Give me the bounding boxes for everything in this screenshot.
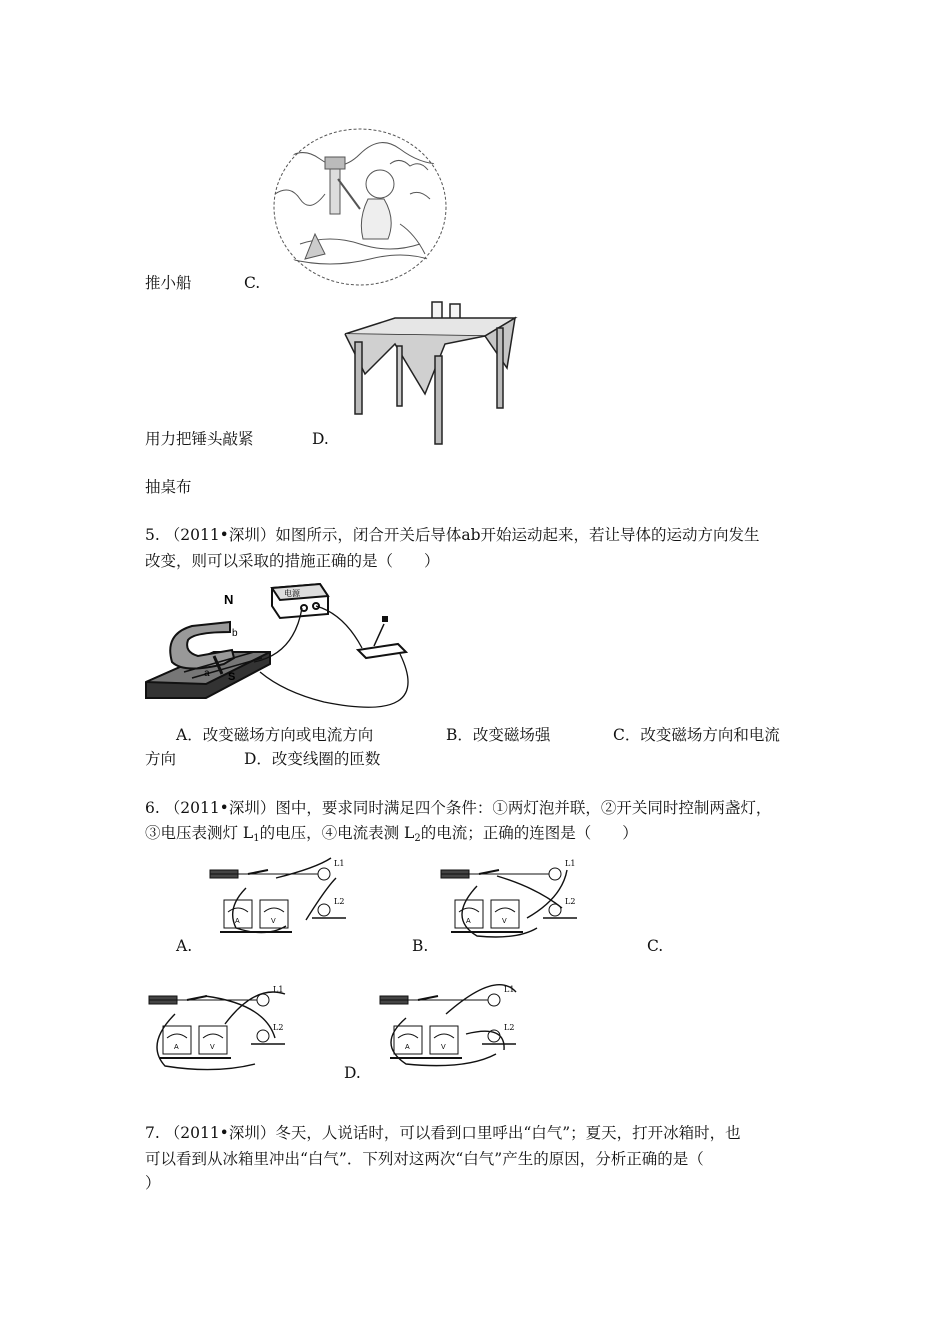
q6-source: （2011•深圳）	[164, 799, 276, 817]
q6-circuit-d	[376, 974, 524, 1070]
q6-sub-2: 2	[414, 833, 421, 844]
voltmeter-label: V	[210, 1044, 215, 1051]
switch	[248, 870, 268, 874]
lamp-l2-label: L2	[273, 1023, 284, 1032]
q5-stem-2: 改变，则可以采取的措施正确的是（ ）	[145, 552, 440, 570]
power-box-label: 电源	[284, 589, 300, 598]
rod-b-label: b	[232, 628, 238, 639]
q6-label-a: A.	[176, 937, 193, 955]
q5-line1	[145, 524, 760, 546]
q7-stem-3: ）	[145, 1174, 161, 1192]
q6-line1	[145, 797, 771, 819]
q4-option-c-text: 用力把锤头敲紧	[145, 430, 254, 448]
voltmeter-label: V	[502, 918, 507, 925]
q6-stem-2a: ③电压表测灯 L	[145, 824, 254, 842]
q6-sub-1: 1	[253, 833, 260, 844]
q6-label-c: C.	[647, 937, 664, 955]
switch	[479, 870, 499, 874]
q5-stem-1: 如图所示，闭合开关后导体ab开始运动起来，若让导体的运动方向发生	[275, 526, 760, 544]
q7-stem-2: 可以看到从冰箱里冲出“白气”．下列对这两次“白气”产生的原因，分析正确的是（	[145, 1150, 704, 1168]
q6-number: 6.	[145, 799, 160, 817]
ammeter-label: A	[466, 918, 471, 925]
lamp-l1	[549, 868, 561, 880]
q5-source: （2011•深圳）	[164, 526, 276, 544]
switch	[418, 996, 438, 1000]
q5-option-a: A．改变磁场方向或电流方向	[176, 726, 374, 744]
magnet-s-label: S	[228, 671, 236, 683]
q6-stem-2c: 的电流；正确的连图是（ ）	[420, 824, 638, 842]
voltmeter-label: V	[441, 1044, 446, 1051]
q4-option-d-label: D.	[312, 430, 329, 448]
lamp-l1-label: L1	[273, 985, 284, 994]
lamp-l1-label: L1	[504, 985, 515, 994]
q7-number: 7.	[145, 1124, 160, 1142]
q4-option-c-label: C.	[244, 274, 261, 292]
rod-a-label: a	[204, 668, 210, 679]
q7-line1	[145, 1122, 741, 1144]
q6-line2	[145, 822, 638, 850]
q5-option-c-2: 方向	[145, 750, 177, 768]
q6-label-b: B.	[412, 937, 429, 955]
lamp-l2	[257, 1030, 269, 1042]
lamp-l1	[318, 868, 330, 880]
hammer-illustration	[270, 124, 450, 290]
q6-stem-1: 图中，要求同时满足四个条件：①两灯泡并联，②开关同时控制两盏灯，	[275, 799, 772, 817]
q6-circuit-a	[206, 848, 354, 944]
lamp-l2	[318, 904, 330, 916]
q4-option-d-text: 抽桌布	[145, 478, 192, 496]
lamp-l1	[488, 994, 500, 1006]
voltmeter-label: V	[271, 918, 276, 925]
q6-circuit-b	[437, 848, 585, 944]
q5-option-d: D．改变线圈的匝数	[244, 750, 381, 768]
q6-stem-2b: 的电压，④电流表测 L	[259, 824, 415, 842]
q5-number: 5.	[145, 526, 160, 544]
ammeter-label: A	[235, 918, 240, 925]
q5-option-b: B．改变磁场强	[446, 726, 551, 744]
lamp-l2-label: L2	[565, 897, 576, 906]
lamp-l1-label: L1	[334, 859, 345, 868]
ammeter-label: A	[174, 1044, 179, 1051]
q7-stem-1: 冬天，人说话时，可以看到口里呼出“白气”；夏天，打开冰箱时，也	[275, 1124, 741, 1142]
lamp-l1	[257, 994, 269, 1006]
q5-circuit-figure	[144, 574, 416, 710]
table-cloth-illustration	[335, 296, 520, 448]
lamp-l2-label: L2	[334, 897, 345, 906]
lamp-l2-label: L2	[504, 1023, 515, 1032]
q4-option-b-text: 推小船	[145, 274, 192, 292]
q7-source: （2011•深圳）	[164, 1124, 276, 1142]
lamp-l1-label: L1	[565, 859, 576, 868]
q6-label-d: D.	[344, 1064, 361, 1082]
magnet-n-label: N	[224, 592, 234, 607]
switch	[187, 996, 207, 1000]
q6-circuit-c	[145, 974, 293, 1074]
ammeter-label: A	[405, 1044, 410, 1051]
q5-option-c-1: C．改变磁场方向和电流	[613, 726, 780, 744]
